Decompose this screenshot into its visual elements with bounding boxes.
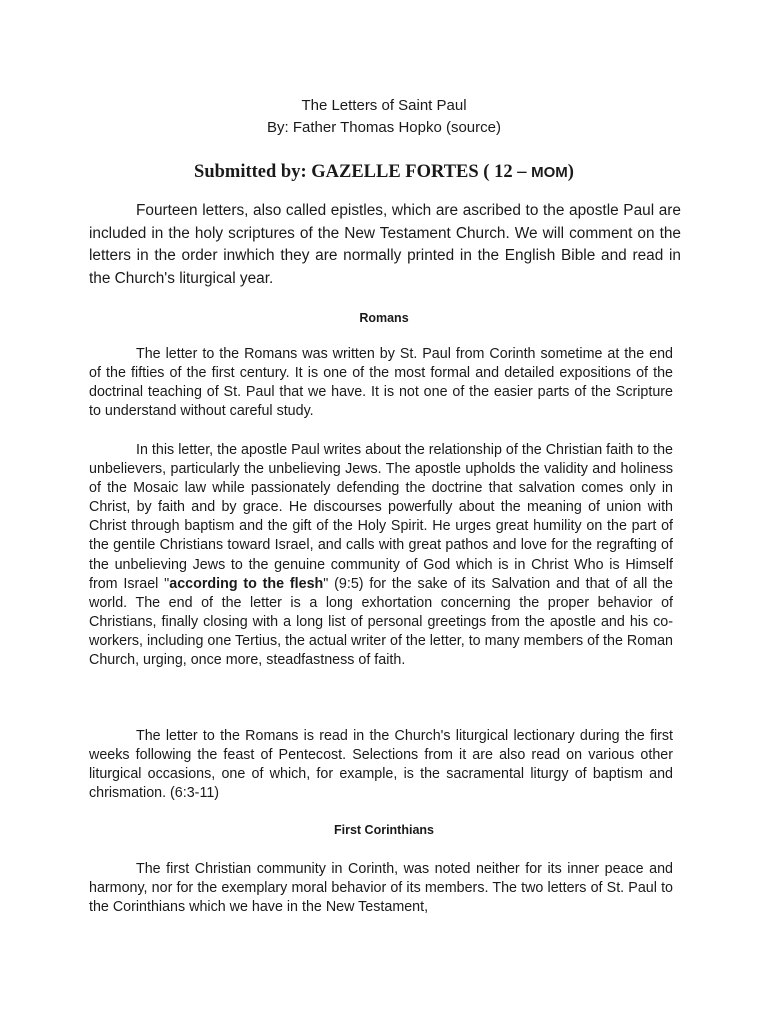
corinthians-paragraph-1: The first Christian community in Corinth, was noted neither for its inner peace and harmony, nor for the exemplary moral behavior of its members. The two letters of St. Paul to the Corinthians which we have in the New Testament, — [89, 861, 673, 916]
romans-paragraph-2-text-a: In this letter, the apostle Paul writes about the relationship of the Christian faith to the unbelievers, particularly the unbelieving Jews. The apostle upholds the validity and holiness of the Mosaic law while passionately defending the doctrine that salvation comes only in Christ, by faith and by grace. He discourses powerfully about the meaning of union with Christ through baptism and the gift of the Holy Spirit. He urges great humility on the part of the gentile Christians toward Israel, and calls with great pathos and love for the regrafting of the unbelieving Jews to the genuine community of God which is in Christ Who is Himself from Israel " — [89, 442, 673, 592]
romans-paragraph-2 — [89, 441, 673, 670]
submitted-prefix: Submitted by: GAZELLE FORTES ( 12 – — [194, 162, 532, 182]
section-heading-first-corinthians: First Corinthians — [333, 823, 434, 837]
submitted-class: MOM — [531, 164, 568, 181]
romans-paragraph-2-bold: according to the flesh — [169, 575, 324, 592]
romans-paragraph-1: The letter to the Romans was written by St. Paul from Corinth sometime at the end of the fifties of the first century. It is one of the most formal and detailed expositions of the doctrinal teaching of St. Paul that we have. It is not one of the easier parts of the Scripture to understand without careful study. — [89, 346, 673, 420]
romans-paragraph-3: The letter to the Romans is read in the Church's liturgical lectionary during the first weeks following the feast of Pentecost. Selections from it are also read on various other liturgical occasions, one of which, for example, is the sacramental liturgy of baptism and chrismation. (6:3-11) — [89, 728, 673, 802]
submitted-by-line — [0, 160, 768, 185]
romans-paragraph-2-text-b: " (9:5) for the sake of its Salvation and that of all the world. The end of the letter is a long exhortation concerning the proper behavior of Christians, finally closing with a long list of personal greetings from the apostle and his co-workers, including one Tertius, the actual writer of the letter, to many members of the Roman Church, urging, once more, steadfastness of faith. — [89, 575, 674, 669]
document-byline: By: Father Thomas Hopko (source) — [267, 119, 501, 136]
document-title: The Letters of Saint Paul — [301, 97, 467, 114]
section-heading-romans: Romans — [359, 311, 409, 325]
submitted-suffix: ) — [567, 162, 574, 182]
intro-paragraph: Fourteen letters, also called epistles, which are ascribed to the apostle Paul are included in the holy scriptures of the New Testament Church. We will comment on the letters in the order inwhich they are normally printed in the English Bible and read in the Church's liturgical year. — [89, 202, 681, 288]
